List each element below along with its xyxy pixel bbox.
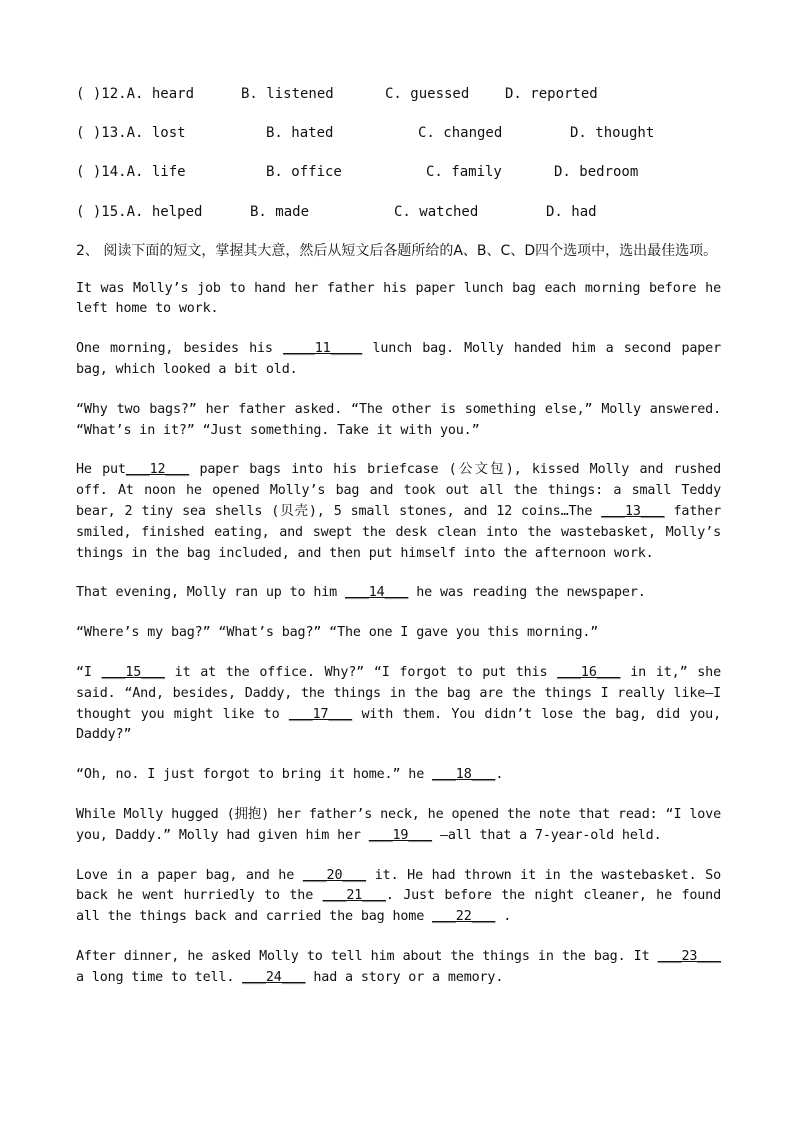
paragraph-text: . (495, 909, 512, 925)
paragraph-11 (76, 947, 721, 989)
paragraph-text: “Oh, no. I just forgot to bring it home.” he (76, 767, 433, 783)
option-a: ( )13.A. lost (76, 124, 186, 141)
option-d: D. bedroom (554, 164, 639, 181)
paragraph-8 (76, 765, 721, 786)
blank-19: ___19___ (368, 827, 433, 843)
paragraph-text: a long time to tell. (76, 969, 243, 985)
paragraph-text: in it,” she said. “And, besides, Daddy, the things in the bag are the things I really like—I thought you might like to (76, 665, 721, 722)
blank-16: ___16___ (557, 665, 621, 681)
paragraph-5 (76, 583, 721, 604)
blank-11: ____11____ (283, 341, 363, 357)
paragraph-text: He put (76, 462, 126, 478)
paragraph-6 (76, 623, 721, 644)
paragraph-text: lunch bag. Molly handed him a second paper bag, which looked a bit old. (76, 341, 722, 378)
blank-23: ___23___ (657, 949, 721, 965)
blank-15: ___15___ (101, 665, 165, 681)
option-d: D. thought (570, 124, 655, 141)
option-b: B. listened (241, 85, 334, 102)
option-c: C. family (426, 164, 502, 181)
paragraph-text: it at the office. Why?” “I forgot to put this (164, 665, 558, 681)
question-12 (76, 74, 721, 113)
paragraph-text: “I (76, 665, 102, 681)
option-a: ( )14.A. life (76, 164, 186, 181)
option-d: D. reported (505, 85, 598, 102)
paragraph-2 (76, 339, 721, 381)
section-instruction: 2、 阅读下面的短文，掌握其大意，然后从短文后各题所给的A、B、C、D四个选项中，选出最佳选项。 (76, 243, 718, 260)
blank-24: ___24___ (242, 969, 306, 985)
paragraph-text: Love in a paper bag, and he (76, 867, 303, 883)
blank-21: ___21___ (322, 888, 386, 904)
paragraph-text: . Just before the night cleaner, he found all the things back and carried the bag home (76, 888, 722, 925)
paragraph-text: “Why two bags?” her father asked. “The other is something else,” Molly answered. “What’s in it?” “Just something. Take it with you.” (76, 401, 721, 438)
question-13 (76, 113, 721, 152)
blank-17: ___17___ (288, 706, 353, 722)
paragraph-text: That evening, Molly ran up to him (76, 585, 346, 601)
option-b: B. hated (266, 124, 334, 141)
paragraph-text: It was Molly’s job to hand her father his paper lunch bag each morning before he left home to work. (76, 280, 721, 317)
paragraph-text: paper bags into his briefcase (公文包), kissed Molly and rushed off. At noon he opened Molly’s bag and took out all the things: a small Teddy bear, 2 tiny sea shells (贝壳), 5 small stones, and 12 coins…The (76, 462, 722, 520)
paragraph-7 (76, 663, 721, 746)
paragraph-text: he was reading the newspaper. (408, 585, 646, 601)
option-c: C. watched (394, 203, 479, 220)
option-b: B. office (266, 164, 342, 181)
paragraph-text: One morning, besides his (76, 341, 284, 357)
paragraph-text: with them. You didn’t lose the bag, did you, Daddy?” (76, 706, 721, 743)
paragraph-text: it. He had thrown it in the wastebasket. So back he went hurriedly to the (76, 867, 721, 904)
blank-18: ___18___ (432, 767, 496, 783)
blank-12: ___12___ (125, 462, 190, 478)
paragraph-1 (76, 279, 721, 321)
blank-22: ___22___ (432, 909, 496, 925)
question-15 (76, 192, 721, 231)
paragraph-text: —all that a 7-year-old held. (432, 827, 662, 843)
paragraph-9 (76, 805, 721, 847)
option-a: ( )12.A. heard (76, 85, 195, 102)
blank-14: ___14___ (345, 585, 409, 601)
paragraph-text: After dinner, he asked Molly to tell him about the things in the bag. It (76, 949, 658, 965)
paragraph-text: . (495, 767, 504, 783)
paragraph-3 (76, 400, 721, 442)
option-c: C. guessed (385, 85, 470, 102)
paragraph-text: had a story or a memory. (305, 969, 504, 985)
option-c: C. changed (418, 124, 503, 141)
option-a: ( )15.A. helped (76, 203, 203, 220)
paragraph-text: While Molly hugged (拥抱) her father’s neck, he opened the note that read: “I love you, Daddy.” Molly had given him her (76, 807, 721, 843)
paragraph-10 (76, 866, 721, 928)
worksheet-page (76, 74, 721, 1008)
blank-20: ___20___ (302, 867, 367, 883)
question-14 (76, 153, 721, 192)
option-d: D. had (546, 203, 597, 220)
paragraph-text: father smiled, finished eating, and swept the desk clean into the wastebasket, Molly’s things in the bag included, and then put himself into the afternoon work. (76, 504, 721, 561)
blank-13: ___13___ (601, 504, 665, 520)
paragraph-4 (76, 460, 721, 564)
option-b: B. made (250, 203, 310, 220)
paragraph-text: “Where’s my bag?” “What’s bag?” “The one I gave you this morning.” (76, 625, 599, 641)
